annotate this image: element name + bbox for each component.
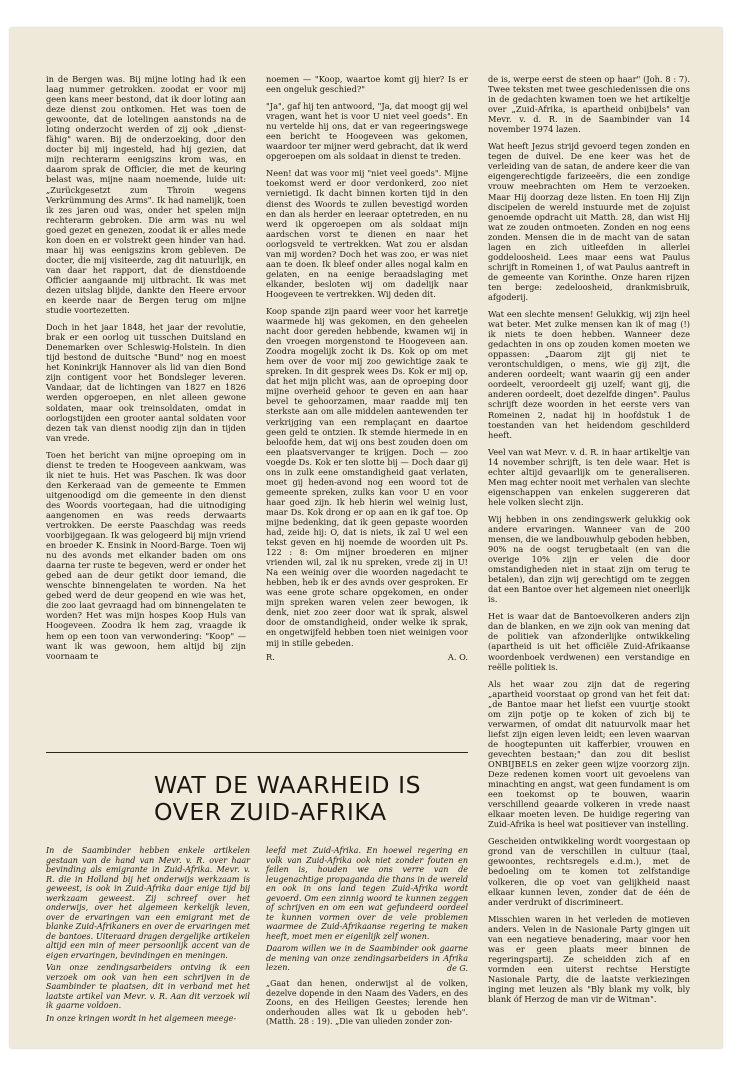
byline-right: A. O. xyxy=(447,651,468,662)
paragraph: Wij hebben in ons zendingswerk gelukkig ook andere ervaringen. Wanneer van de 200 mensen, die we landbouwhulp geboden hebben, 90% na de oogst terugbetaalt (en van die overige 10% zijn er velen die door omstandigheden niet in staat zijn om terug te betalen), dan zijn wij gerechtigd om te zeggen dat een Bantoe over het algemeen niet oneerlijk is. xyxy=(488,513,690,605)
intro-paragraph: Daarom willen we in de Saambinder ook gaarne de mening van onze zendingsarbeiders in Afrika lezen. xyxy=(266,944,468,972)
bible-quote: „Gaat dan henen, onderwijst al de volken, dezelve dopende in den Naam des Vaders, en des Zoons, en des Heiligen Geestes; lerende hen onderhouden alles wat Ik u geboden heb". (Matth. 28 : 19). „Die van ulieden zonder zon- xyxy=(266,979,468,1026)
newspaper-page xyxy=(10,28,722,1048)
paragraph: Het is waar dat de Bantoevolkeren anders zijn dan de blanken, en we zijn ook van mening dat de politiek van afzonderlijke ontwikkeling (apartheid is uit het officiële Zuid-Afrikaanse woordenboek verdwenen) een verstandige en reëlle politiek is. xyxy=(488,611,690,672)
article-column-2 xyxy=(266,74,468,662)
intro-paragraph: In onze kringen wordt in het algemeen meege- xyxy=(46,1013,237,1023)
paragraph: noemen — "Koop, waartoe komt gij hier? Is er een ongeluk geschied?" xyxy=(266,74,468,95)
paragraph: Gescheiden ontwikkeling wordt voorgestaan op grond van de verschillen in cultuur (taal, gewoontes, rechtsregels e.d.m.), met de bedoeling om te komen tot zelfstandige volkeren, die op voet van gelijkheid naast elkaar kunnen leven, zonder dat de één de ander verdrukt of discrimineert. xyxy=(488,836,690,907)
paragraph: Doch in het jaar 1848, het jaar der revolutie, brak er een oorlog uit tusschen Duitsland en Denemarken over Schleswig-Holstein. In dien tijd bestond de duitsche "Bund" nog en moest het Koninkrijk Hannover als lid van dien Bond zijn contigent voor het Bondsleger leveren. Vandaar, dat de lichtingen van 1827 en 1826 werden opgeroepen, en nlet alleen gewone soldaten, maar ook treinsoldaten, omdat in oorlogstijden een grooter aantal soldaten voor dezen tak van dienst noodig zijn dan in tijden van vrede. xyxy=(46,322,246,443)
paragraph: Veel van wat Mevr. v. d. R. in haar artikeltje van 14 november schrijft, is ten dele waar. Het is echter altijd gevaarlijk om te generaliseren. Men mag echter nooit met verhalen van slechte eigenschappen van enkelen suggereren dat hele volken slecht zijn. xyxy=(488,446,690,507)
intro-paragraph: Van onze zendingsarbeiders ontving ik een verzoek om ook van hen een schrijven in de Saambinder te plaatsen, dit in verband met het laatste artikel van Mevr. v. R. Aan dit verzoek wil ik gaarne voldoen. xyxy=(46,963,250,1010)
intro-paragraph: In de Saambinder hebben enkele artikelen gestaan van de hand van Mevr. v. R. over haar bevinding als emigrante in Zuid-Afrika. Mevr. v. R. die in Holland bij het onderwijs werkzaam is geweest, is ook in Zuid-Afrika daar enige tijd bij werkzaam geweest. Zij schreef over het onderwijs, over het algemeen kerkelijk leven, over de ervaringen van een emigrant met de blanke Zuid-Afrikaners en over de ervaringen met de bantoes. Uiteraard dragen dergelijke artikelen altijd een min of meer persoonlijk accent van de eigen ervaringen, bevindingen en meningen. xyxy=(46,846,250,960)
paragraph: Neen! dat was voor mij "niet veel goeds". Mijne toekomst werd er door verdonkerd, zoo niet vernietigd. Ik dacht binnen korten tijd in den dienst des Woords te zullen bevestigd worden en dan als herder en leeraar optetreden, en nu werd ik opgeroepen om als soldaat mijn aardschen vorst te dienen en naar het oorlogsveld te vertrekken. Wat zou er alsdan van mij worden? Doch het was zoo, er was niet aan te doen. Ik bleef onder alles nogal kalm en gelaten, en na eenige beraadslaging met elkander, besloten wij om dadelijk naar Hoogeveen te vertrekken. Wij deden dit. xyxy=(266,168,468,299)
intro-column-1 xyxy=(46,846,250,1026)
paragraph: Wat een slechte mensen! Gelukkig, wij zijn heel wat beter. Met zulke mensen kan ik of mag (!) ik niets te doen hebben. Wanneer deze gedachten in ons op zouden komen moeten we oppassen: „Daarom zijt gij niet te verontschuldigen, o mens, wie gij zijt, die anderen oordeelt; want waarin gij een ander oordeelt, veroordeelt gij uzelf; want gij, die anderen oordeelt, doet dezelfde dingen". Paulus schrijft deze woorden in het eerste vers van Romeinen 2, nadat hij in hoofdstuk 1 de toestanden van het heidendom geschilderd heeft. xyxy=(488,309,690,440)
article-column-3 xyxy=(488,74,690,1011)
paragraph: Misschien waren in het verleden de motieven anders. Velen in de Nasionale Party gingen uit van een negatieve benadering, maar voor hen was er geen plaats meer binnen de regeringspartij. Ze scheidden zich af en vormden een uiterst rechtse Herstigte Nasionale Party, die de laatste verkiezingen inging met leuzen als "Bly blank my volk, bly blank óf Herzog de man vir de Witman". xyxy=(488,913,690,1005)
intro-column-2 xyxy=(266,846,468,1030)
paragraph: in de Bergen was. Bij mijne loting had ik een laag nummer getrokken. zoodat er voor mij geen kans meer bestond, dat ik door loting aan deze dienst zou ontkomen. Het was toen de gewoonte, dat de lotelingen aanstonds na de loting onderzocht werden of zij ook „dienst-fähig" waren. Bij de onderzoeking, door den docter bij mij ingesteld, had hij gezien, dat mijn rechterarm eenigszins krom was, en daarom sprak de Officier, die met de keuring belast was, mijne naam noemende, luide uit: „Zurückgesetzt zum Throin wegens Verkrümmung des Arms". Ik had namelijk, toen ik zes jaren oud was, onder het spelen mijn rechterarm gebroken. Die arm was nu wel goed gezet en genezen, zoodat ik er alles mede kon doen en er volstrekt geen hinder van had. maar hij was eenigszins krom gebleven. De docter, die mij visiteerde, zag dit natuurlijk, en van daar het rapport, dat de dienstdoende Officier aangaande mij uitbracht. Ik was met dezen uitslag blijde, dankte den Heere ervoor en keerde naar de Bergen terug om mijne studie voortezetten. xyxy=(46,74,246,316)
intro-signature: de G. xyxy=(446,963,468,973)
paragraph: Als het waar zou zijn dat de regering „apartheid voorstaat op grond van het feit dat: „de Bantoe maar het liefst een vuurtje stookt om zijn potje op te koken of zich bij te verwarmen, of omdat dit natuurvolk maar het liefst zijn eigen leven leidt; een leven waarvan de hoogtepunten uit kafferbier, vrouwen en gevechten bestaan;" dan zou dit beslist ONBIJBELS en zeker geen wijze voorzorg zijn. Deze redenen komen voort uit gevoelens van minachting en angst, wat geen fundament is om een toekomst op te bouwen, waarin verschillend geaarde volkeren in vrede naast elkaar moeten leven. De huidige regering van Zuid-Afrika is heel wat positiever van instelling. xyxy=(488,678,690,830)
section-divider xyxy=(46,752,468,753)
article-headline: WAT DE WAARHEID IS OVER ZUID-AFRIKA xyxy=(154,771,422,826)
byline-left: R. xyxy=(266,651,275,662)
paragraph: Koop spande zijn paard weer voor het karretje waarmede hij was gekomen, en den geheelen nacht door gereden hebbende, kwamen wij in den vroegen morgenstond te Hoogeveen aan. Zoodra mogelijk zocht ik Ds. Kok op om met hem over de voor mij zoo gewichtige zaak te spreken. In dit gesprek wees Ds. Kok er mij op, dat het mijn plicht was, aan de oproeping door mijne overheid gehoor te geven en aan haar bevel te gehoorzamen, maar raadde mij ten sterkste aan om alle middelen aantewenden ter verkrijging van een remplaçant en daartoe geen geld te ontzien. Ik stemde hiermede in en beloofde hem, dat wij ons best zouden doen om een plaatsvervanger te krijgen. Doch — zoo voegde Ds. Kok er ten slotte bij — Doch daar gij ons in zulk eene omstandigheid gaat verlaten, moet gij heden-avond nog een woord tot de gemeente spreken, zulks kan voor U en voor haar goed zijn. Ik heb hierin wel weinig lust, maar Ds. Kok drong er op aan en ik gaf toe. Op mijne bedenking, dat ik geen gepaste woorden had, zeide hij: O, dat is niets, ik zal U wel een tekst geven en hij noemde de woorden uit Ps. 122 : 8: Om mijner broederen en mijner vrienden wil, zal ik nu spreken, vrede zij in U! Na een weinig over die woorden nagedacht te hebben, heb ik er des avnds over gesproken. Er was eene grote schare opgekomen, en onder mijn spreken waren velen zeer bewogen, ik denk, niet zoo zeer door wat ik sprak, alswel door de omstandigheid, onder welke ik sprak, en ongetwijfeld hebben toen niet weinigen voor mij in stille gebeden. xyxy=(266,305,468,648)
paragraph: de is, werpe eerst de steen op haar" (Joh. 8 : 7). Twee teksten met twee geschiedenissen die ons in de gedachten kwamen toen we het artikeltje over „Zuid-Afrika, is apartheid onbijbels" van Mevr. v. d. R. in de Saambinder van 14 november 1974 lazen. xyxy=(488,74,690,135)
paragraph: Wat heeft Jezus strijd gevoerd tegen zonden en tegen de duivel. De ene keer was het de verleiding van de satan, de andere keer die van eigengerechtigde farizeeërs, die een zondige vrouw meebrachten om Hem te verzoeken. Maar Hij doorzag deze listen. En toen Hij Zijn discipelen de wereld instuurde met de zojuist genoemde opdracht uit Matth. 28, dan wist Hij wat ze zouden ontmoeten. Zonden en nog eens zonden. Mensen die in de macht van de satan lagen en zich uitleefden in allerlei goddeloosheid. Lees maar eens wat Paulus schrijft in Romeinen 1, of wat Paulus aantreft in de gemeente van Korinthe. Onze haren rijzen ten berge: zedeloosheid, drankmisbruik, afgoderij. xyxy=(488,141,690,302)
paragraph: "Ja", gaf hij ten antwoord, "Ja, dat moogt gij wel vragen, want het is voor U niet veel goeds". En nu vertelde hij ons, dat er van regeeringswege een bericht te Hoogeveen was gekomen, waardoor ter mijner werd gebracht, dat ik werd opgeroepen om als soldaat in dienst te treden. xyxy=(266,101,468,162)
intro-paragraph: leefd met Zuid-Afrika. En hoewel regering en volk van Zuid-Afrika ook niet zonder fouten en feilen is, houden we ons verre van de leugenachtige propaganda die thans in de wereld en ook in ons land tegen Zuid-Afrika wordt gevoerd. Om een zinnig woord te kunnen zeggen of schrijven en om een wat gefundeerd oordeel te kunnen vormen over de vele problemen waarmee de Zuid-Afrikaanse regering te maken heeft, moet men er eigenlijk zelf wonen. xyxy=(266,846,468,941)
paragraph: Toen het bericht van mijne oproeping om in dienst te treden te Hoogeveen aankwam, was ik niet te huis. Het was Paschen. Ik was door den Kerkeraad van de gemeente te Emmen uitgenoodigd om die gemeente in den dienst des Woords voortegaan, had die uitnodiging aangenomen en was reeds derwaarts vertrokken. De eerste Paaschdag was reeds voorbijgegaan. Ik was gelogeerd bij mijn vriend en broeder K. Ensink in Noord-Barge. Toen wij nu des avonds met elkander baden om ons daarna ter ruste te begeven, werd er onder het gebed aan de deur getikt door iemand, die wenschte binnengelaten te worden. Na het gebed werd de deur geopend en wie was het, die zoo laat gevraagd had om binnengelaten te worden? Het was mijn hospes Koop Huls van Hoogeveen. Zoodra ik hem zag, vraagde ik hem op een toon van verwondering: "Koop" — want ik was gewoon, hem altijd bij zijn voornaam te xyxy=(46,449,247,661)
byline xyxy=(266,652,468,662)
article-column-1 xyxy=(46,74,246,668)
